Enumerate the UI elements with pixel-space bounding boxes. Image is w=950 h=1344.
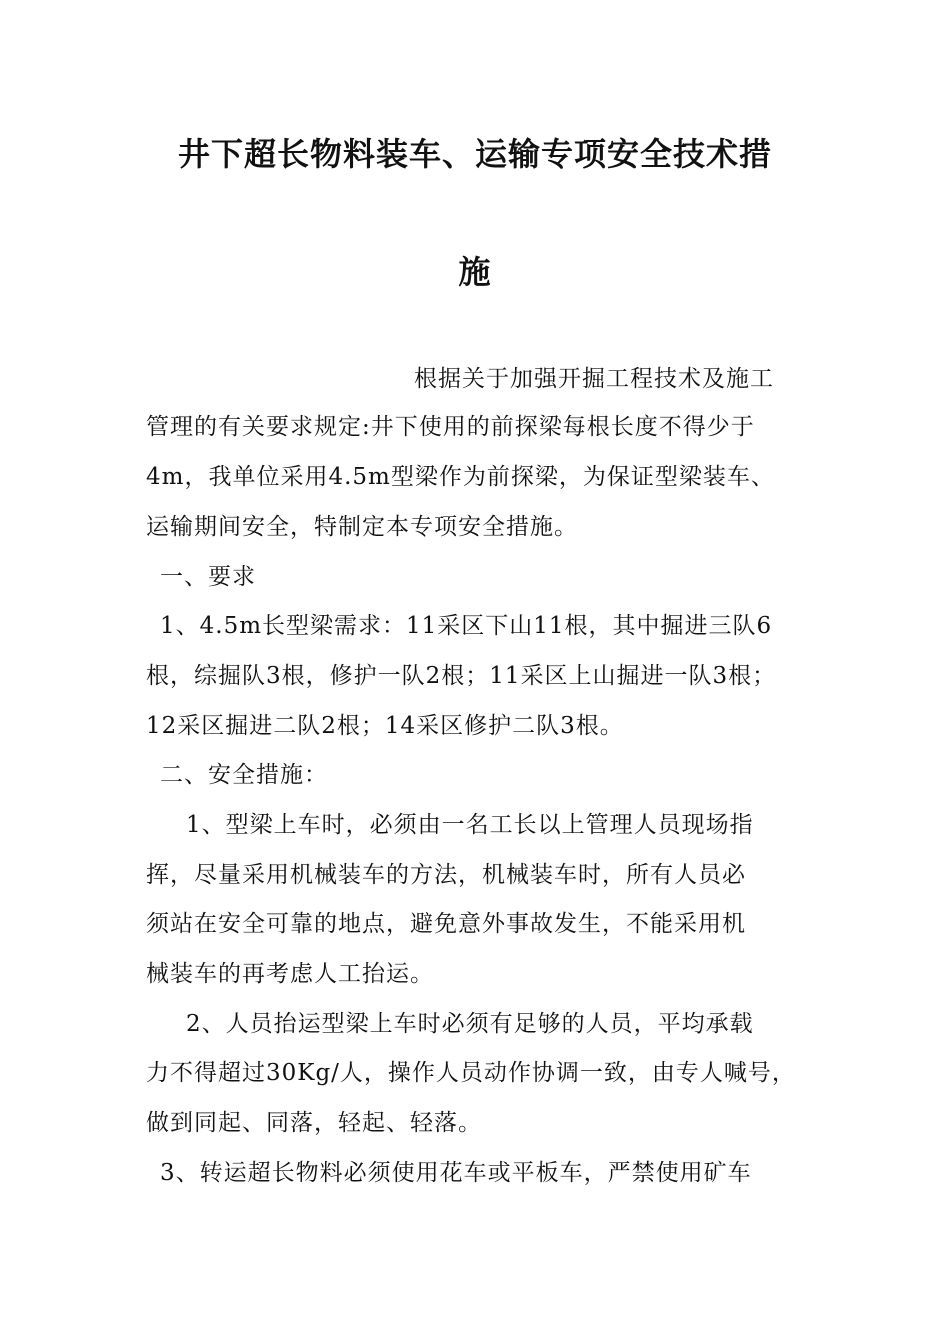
body-line-17: 3、转运超长物料必须使用花车或平板车，严禁使用矿车 [160, 1160, 752, 1186]
document-title-line-2: 施 [458, 253, 492, 291]
body-line-12: 须站在安全可靠的地点，避免意外事故发生，不能采用机 [146, 911, 746, 937]
body-line-2: 管理的有关要求规定:井下使用的前探梁每根长度不得少于 [146, 414, 755, 440]
body-line-6: 1、4.5m长型梁需求：11采区下山11根，其中掘进三队6 [160, 613, 773, 639]
body-line-16: 做到同起、同落，轻起、轻落。 [146, 1110, 482, 1136]
body-line-3: 4m，我单位采用4.5m型梁作为前探梁，为保证型梁装车、 [146, 464, 775, 490]
body-line-4: 运输期间安全，特制定本专项安全措施。 [146, 514, 578, 540]
body-line-15: 力不得超过30Kg/人，操作人员动作协调一致，由专人喊号， [146, 1060, 796, 1086]
body-line-11: 挥，尽量采用机械装车的方法，机械装车时，所有人员必 [146, 862, 746, 888]
document-title-line-1: 井下超长物料装车、运输专项安全技术措 [177, 135, 772, 173]
section-heading-requirements: 一、要求 [160, 564, 256, 590]
body-line-14: 2、人员抬运型梁上车时必须有足够的人员，平均承载 [186, 1011, 754, 1037]
body-line-10: 1、型梁上车时，必须由一名工长以上管理人员现场指 [186, 812, 754, 838]
body-line-7: 根，综掘队3根，修护一队2根；11采区上山掘进一队3根； [146, 663, 777, 689]
body-line-8: 12采区掘进二队2根；14采区修护二队3根。 [146, 713, 624, 739]
body-line-13: 械装车的再考虑人工抬运。 [146, 961, 434, 987]
body-line-1: 根据关于加强开掘工程技术及施工 [414, 366, 774, 392]
section-heading-safety-measures: 二、安全措施： [160, 762, 328, 788]
